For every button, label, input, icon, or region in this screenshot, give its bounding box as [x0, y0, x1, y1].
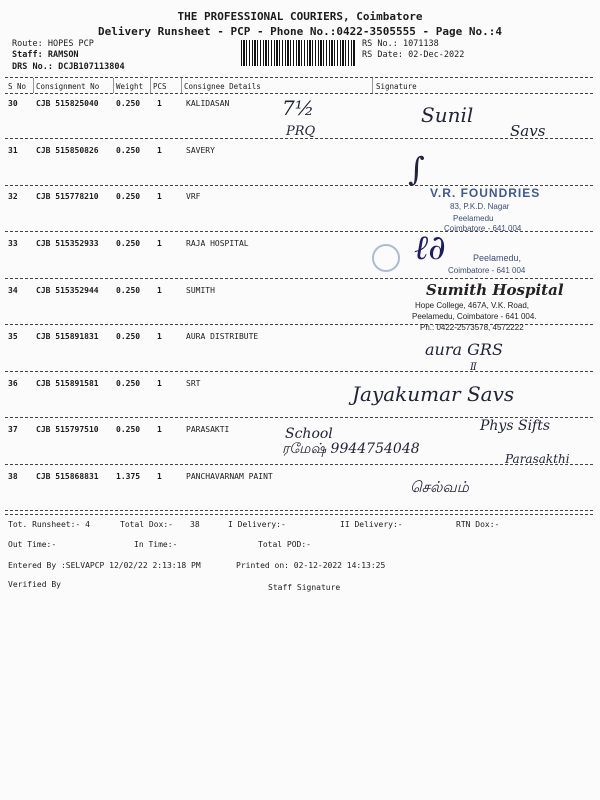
route-line [12, 39, 94, 49]
row-consignee: PARASAKTI [186, 425, 230, 434]
row-weight: 0.250 [116, 332, 141, 341]
row-consignment: CJB 515797510 [36, 425, 99, 434]
raja-hospital-logo [372, 244, 400, 272]
column-header-consignee: Consignee Details [184, 82, 261, 91]
total-pod: Total POD:- [258, 540, 311, 549]
row-consignee: SUMITH [186, 286, 215, 295]
row-weight: 0.250 [116, 192, 141, 201]
row-pcs: 1 [157, 192, 162, 201]
row-consignment: CJB 515850826 [36, 146, 99, 155]
handwritten-mark: Ⅱ [470, 362, 477, 373]
rs-no-value: 1071138 [402, 39, 439, 49]
row-consignee: AURA DISTRIBUTE [186, 332, 259, 341]
row-weight: 0.250 [116, 286, 141, 295]
entered-by: Entered By :SELVAPCP 12/02/22 2:13:18 PM [8, 561, 201, 570]
row-consignment: CJB 515825040 [36, 99, 99, 108]
staff-signature-label: Staff Signature [268, 583, 341, 592]
staff-label: Staff: [12, 50, 43, 60]
row-sno: 35 [8, 332, 18, 341]
row-consignment: CJB 515891581 [36, 379, 99, 388]
table-header-border [5, 93, 593, 94]
drs-line [12, 62, 125, 72]
row-divider [5, 278, 593, 279]
handwritten-signature: aura GRS [425, 340, 503, 359]
row-pcs: 1 [157, 286, 162, 295]
sumith-hospital-stamp-phone: Ph.: 0422-2573578, 4572222 [420, 323, 524, 332]
row-consignee: SRT [186, 379, 201, 388]
column-header-pcs: PCS [153, 82, 167, 91]
row-sno: 38 [8, 472, 18, 481]
vr-foundries-stamp-address: Coimbatore - 641 004 [444, 224, 522, 233]
i-delivery: I Delivery:- [228, 520, 286, 529]
raja-hospital-stamp-address: Coimbatore - 641 004 [448, 266, 526, 275]
raja-hospital-stamp-address: Peelamedu, [473, 253, 522, 263]
handwritten-signature: செல்வம் [410, 478, 469, 496]
row-weight: 0.250 [116, 425, 141, 434]
row-sno: 31 [8, 146, 18, 155]
handwritten-signature: Jayakumar Savs [352, 382, 515, 406]
row-sno: 30 [8, 99, 18, 108]
column-divider [181, 78, 182, 93]
row-pcs: 1 [157, 239, 162, 248]
column-header-weight: Weight [116, 82, 144, 91]
total-dox-value: 38 [190, 520, 200, 529]
staff-value: RAMSON [47, 50, 79, 60]
in-time: In Time:- [134, 540, 178, 549]
rs-date-label: RS Date: [362, 50, 403, 60]
row-weight: 1.375 [116, 472, 141, 481]
total-dox-label: Total Dox:- [120, 520, 173, 529]
company-name: THE PROFESSIONAL COURIERS, Coimbatore [177, 10, 423, 23]
handwritten-note: School [285, 426, 333, 442]
row-weight: 0.250 [116, 146, 141, 155]
row-pcs: 1 [157, 472, 162, 481]
row-consignment: CJB 515891831 [36, 332, 99, 341]
row-consignee: SAVERY [186, 146, 215, 155]
row-weight: 0.250 [116, 239, 141, 248]
ii-delivery: II Delivery:- [340, 520, 403, 529]
printed-on: Printed on: 02-12-2022 14:13:25 [236, 561, 386, 570]
row-pcs: 1 [157, 99, 162, 108]
column-divider [372, 78, 373, 93]
vr-foundries-stamp-address: 83, P.K.D. Nagar [450, 202, 510, 211]
sumith-hospital-stamp-address: Hope College, 467A, V.K. Road, [415, 301, 530, 310]
row-consignee: PANCHAVARNAM PAINT [186, 472, 273, 481]
rtn-dox: RTN Dox:- [456, 520, 500, 529]
row-pcs: 1 [157, 332, 162, 341]
row-sno: 34 [8, 286, 18, 295]
column-header-signature: Signature [376, 82, 417, 91]
column-divider [150, 78, 151, 93]
row-pcs: 1 [157, 425, 162, 434]
vr-foundries-stamp-address: Peelamedu [453, 214, 494, 223]
handwritten-signature: ℓ∂ [414, 228, 446, 268]
route-label: Route: [12, 39, 43, 49]
handwritten-signature: Savs [510, 122, 546, 140]
row-pcs: 1 [157, 146, 162, 155]
route-value: HOPES PCP [47, 39, 94, 49]
row-sno: 36 [8, 379, 18, 388]
rs-date-line [362, 50, 464, 60]
rs-no-label: RS No.: [362, 39, 398, 49]
sumith-hospital-stamp-name: Sumith Hospital [426, 281, 564, 299]
row-sno: 32 [8, 192, 18, 201]
table-top-border [5, 77, 593, 78]
row-consignee: RAJA HOSPITAL [186, 239, 249, 248]
column-divider [33, 78, 34, 93]
runsheet-subtitle: Delivery Runsheet - PCP - Phone No.:0422-3505555 - Page No.:4 [98, 25, 502, 38]
out-time: Out Time:- [8, 540, 57, 549]
row-sno: 33 [8, 239, 18, 248]
rs-no-line [362, 39, 439, 49]
drs-label: DRS No.: [12, 62, 53, 72]
handwritten-signature: ∫ [408, 150, 425, 188]
handwritten-note: 7½ [282, 96, 315, 120]
handwritten-signature: Sunil [421, 103, 474, 127]
row-consignee: VRF [186, 192, 201, 201]
row-weight: 0.250 [116, 379, 141, 388]
footer-top-border [5, 514, 593, 515]
row-consignment: CJB 515868831 [36, 472, 99, 481]
row-consignee: KALIDASAN [186, 99, 230, 108]
row-consignment: CJB 515352933 [36, 239, 99, 248]
row-divider [5, 371, 593, 372]
row-weight: 0.250 [116, 99, 141, 108]
column-header-sno: S No [8, 82, 27, 91]
row-sno: 37 [8, 425, 18, 434]
handwritten-note: Parasakthi [505, 452, 570, 466]
handwritten-note: Phys Sifts [480, 418, 551, 434]
sumith-hospital-stamp-address: Peelamedu, Coimbatore - 641 004. [412, 312, 537, 321]
drs-value: DCJB107113804 [58, 62, 125, 72]
row-consignment: CJB 515778210 [36, 192, 99, 201]
handwritten-note: PRQ [286, 124, 316, 139]
vr-foundries-stamp-name: V.R. FOUNDRIES [430, 186, 541, 200]
staff-line [12, 50, 79, 60]
column-divider [113, 78, 114, 93]
row-pcs: 1 [157, 379, 162, 388]
verified-by: Verified By [8, 580, 61, 589]
total-runsheet: Tot. Runsheet:- 4 [8, 520, 90, 529]
handwritten-phone: ரமேஷ் 9944754048 [282, 441, 420, 457]
rs-date-value: 02-Dec-2022 [408, 50, 465, 60]
barcode [241, 40, 355, 66]
row-consignment: CJB 515352944 [36, 286, 99, 295]
row-divider [5, 510, 593, 511]
column-header-consignment: Consignment No [36, 82, 100, 91]
